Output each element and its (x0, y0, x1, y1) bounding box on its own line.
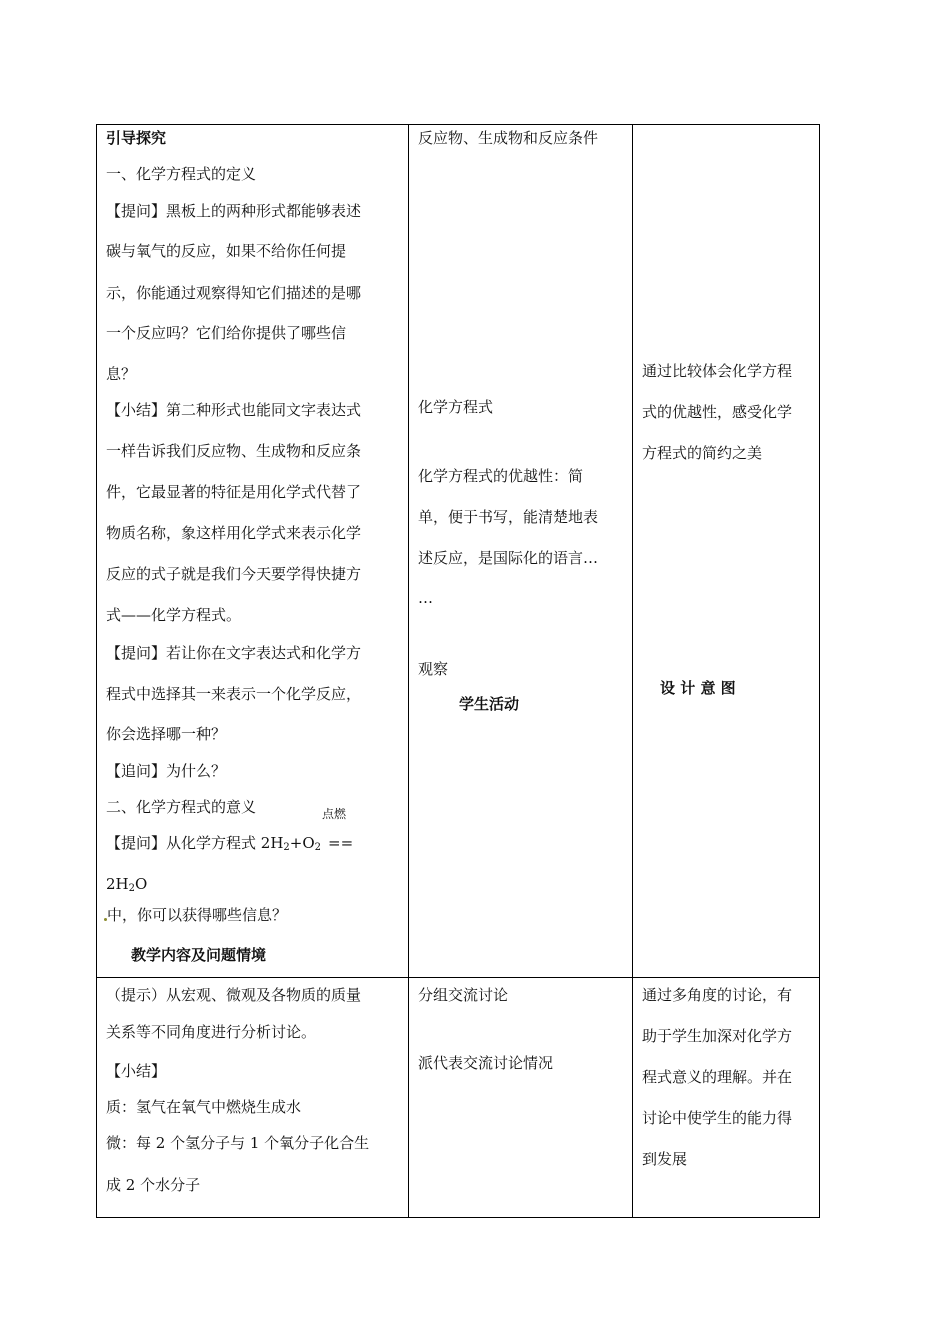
equation-question: 中，你可以获得哪些信息？ (107, 906, 288, 924)
column-divider-1 (408, 124, 409, 1218)
row-divider (96, 977, 820, 978)
col1-line: 你会选择哪一种？ (106, 725, 227, 743)
col1-line: 二、化学方程式的意义 (106, 798, 257, 816)
row2-col3-line: 到发展 (642, 1150, 688, 1168)
col1-line: 【提问】若让你在文字表达式和化学方 (106, 644, 362, 662)
row2-col1-line: （提示）从宏观、微观及各物质的质量 (106, 986, 362, 1004)
row2-col1-line: 【小结】 (106, 1062, 167, 1080)
subscript: 2 (314, 842, 322, 853)
subscript: 2 (283, 842, 290, 853)
col1-header: 教学内容及问题情境 (131, 946, 267, 964)
subscript: 2 (128, 883, 135, 894)
col2-eq-term: 化学方程式 (418, 398, 494, 416)
equation-product-term: 2H (106, 875, 129, 893)
col2-advantage-line: 述反应，是国际化的语言… (418, 549, 599, 567)
col1-line: 程式中选择其一来表示一个化学反应， (106, 685, 362, 703)
col1-line: 示，你能通过观察得知它们描述的是哪 (106, 284, 362, 302)
col1-line: 【提问】黑板上的两种形式都能够表述 (106, 202, 362, 220)
reaction-condition: 点燃 (322, 807, 347, 821)
row2-col3-line: 助于学生加深对化学方 (642, 1027, 793, 1045)
col3-header: 设 计 意 图 (660, 679, 736, 697)
col1-line: 息？ (106, 365, 137, 383)
col2-reactants: 反应物、生成物和反应条件 (418, 129, 599, 147)
col1-line: 【追问】为什么？ (106, 762, 227, 780)
row2-col3-line: 通过多角度的讨论，有 (642, 986, 793, 1004)
row2-col2-line: 分组交流讨论 (418, 986, 509, 1004)
col2-observe: 观察 (418, 660, 449, 678)
equation-line (106, 833, 321, 858)
equation-product-end: O (135, 875, 148, 893)
col1-line: 一、化学方程式的定义 (106, 165, 257, 183)
col1-line: 一个反应吗？它们给你提供了哪些信 (106, 324, 347, 342)
row2-col2-line: 派代表交流讨论情况 (418, 1054, 554, 1072)
col2-advantage-line: 化学方程式的优越性：简 (418, 467, 584, 485)
col3-line: 方程式的简约之美 (642, 444, 763, 462)
col1-line: 碳与氧气的反应，如果不给你任何提 (106, 242, 347, 260)
column-divider-2 (632, 124, 633, 1218)
col1-line: 件，它最显著的特征是用化学式代替了 (106, 483, 362, 501)
col2-advantage-line: 单，便于书写，能清楚地表 (418, 508, 599, 526)
section-heading: 引导探究 (106, 129, 167, 147)
col1-line: 一样告诉我们反应物、生成物和反应条 (106, 442, 362, 460)
equation-term: +O (289, 834, 315, 852)
row2-col1-line: 关系等不同角度进行分析讨论。 (106, 1023, 317, 1041)
row2-col3-line: 讨论中使学生的能力得 (642, 1109, 793, 1127)
col1-line: 【小结】第二种形式也能同文字表达式 (106, 401, 362, 419)
row2-col1-line: 成 2 个水分子 (106, 1176, 201, 1194)
row2-col1-line: 质：氢气在氧气中燃烧生成水 (106, 1098, 302, 1116)
col1-line: 物质名称，象这样用化学式来表示化学 (106, 524, 362, 542)
row2-col3-line: 程式意义的理解。并在 (642, 1068, 793, 1086)
equation-prefix: 【提问】从化学方程式 2H (106, 834, 284, 852)
col1-line: 式——化学方程式。 (106, 606, 242, 624)
equation-sign: == (328, 834, 354, 852)
equation-product (106, 874, 147, 899)
col3-line: 式的优越性，感受化学 (642, 403, 793, 421)
col1-line: 反应的式子就是我们今天要学得快捷方 (106, 565, 362, 583)
row2-col1-line: 微：每 2 个氢分子与 1 个氧分子化合生 (106, 1134, 370, 1152)
col3-line: 通过比较体会化学方程 (642, 362, 793, 380)
col2-advantage-line: … (418, 589, 433, 607)
col2-header: 学生活动 (459, 695, 520, 713)
